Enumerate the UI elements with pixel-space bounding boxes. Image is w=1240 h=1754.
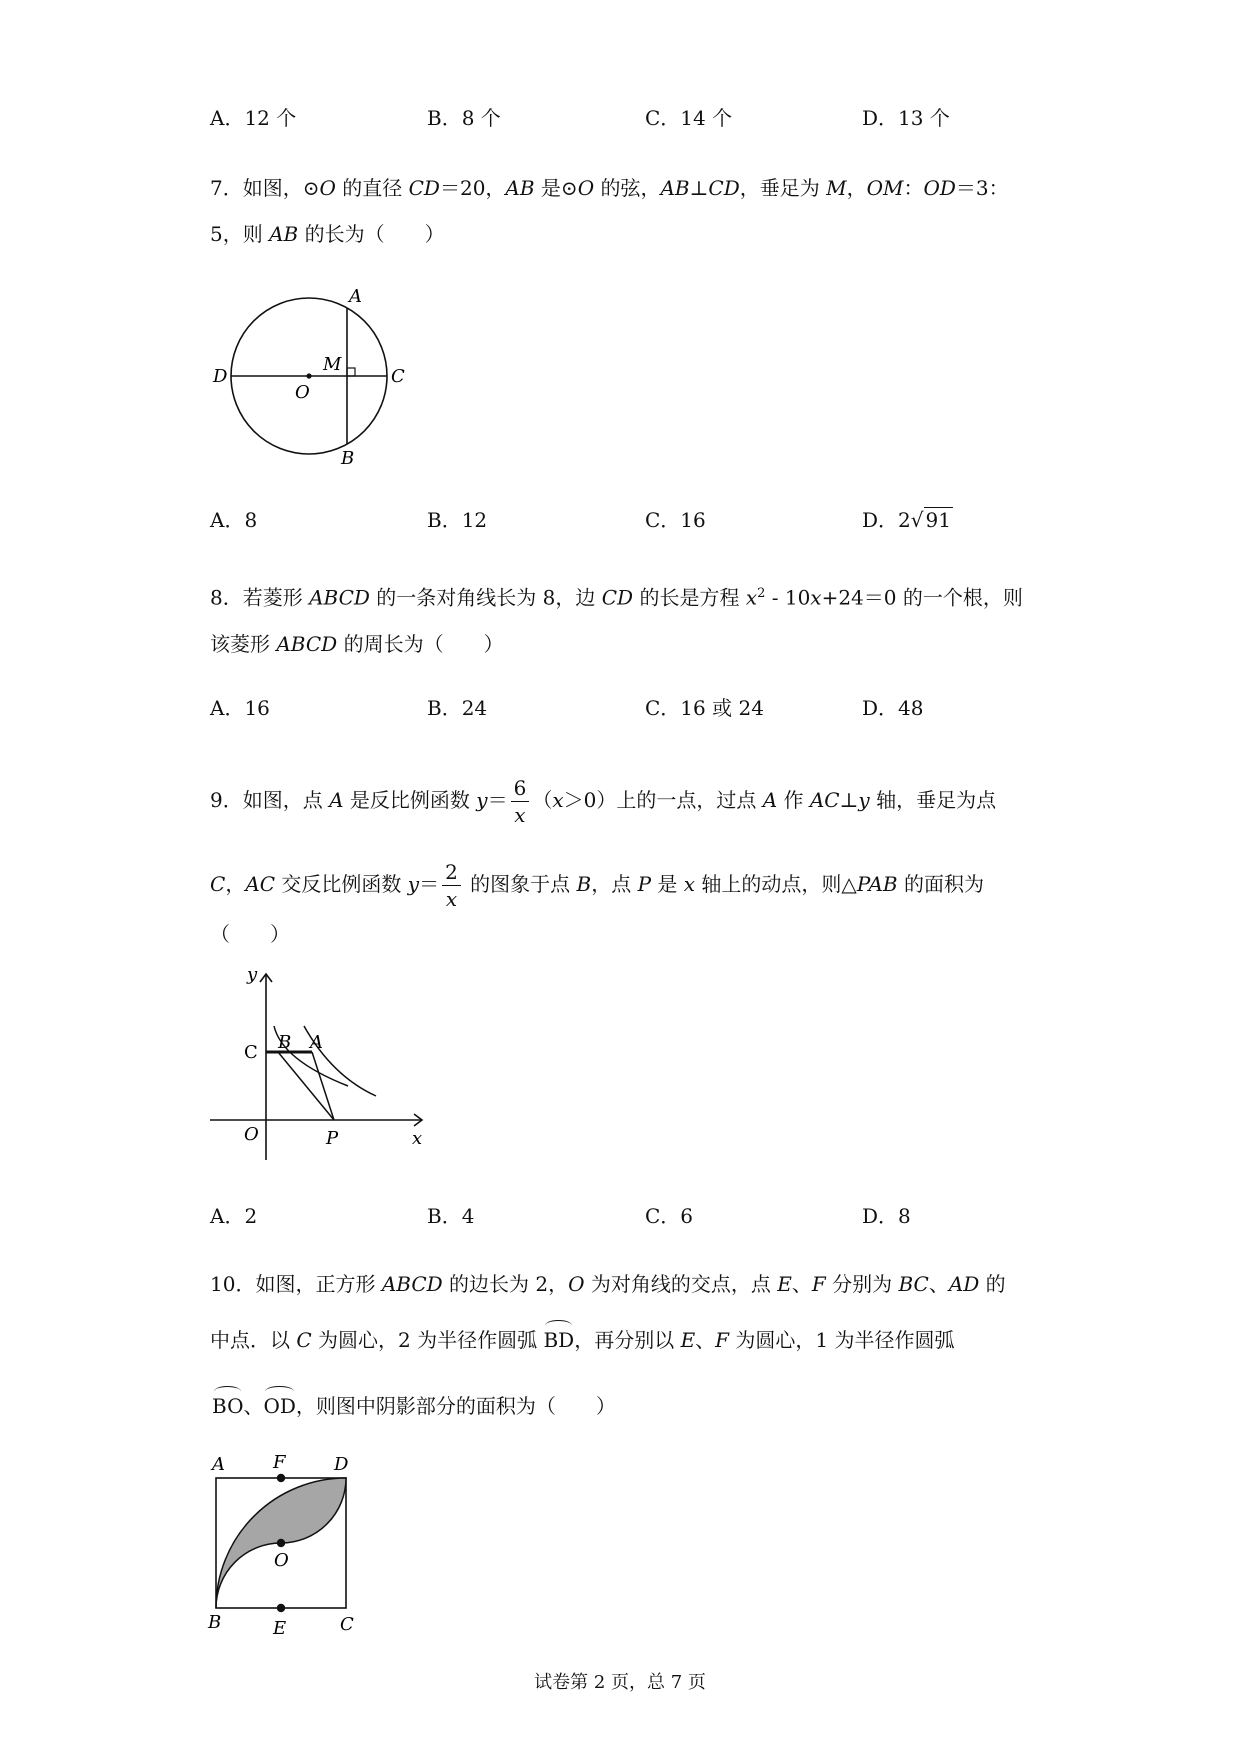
q10-arc-bd: BD [543,1328,575,1352]
q7-option-a: A．8 [210,508,258,532]
q7-label-a: A [349,286,362,307]
q9-label-y: y [247,968,258,985]
q9-option-d: D．8 [862,1204,911,1228]
q10-arc-od: OD [263,1394,296,1418]
q9-graph-figure [200,968,440,1168]
q9-fraction-6-over-x: $\frac{6}{x}$ [511,775,530,828]
q6-option-a: A．12 个 [210,106,297,130]
q8-option-d: D．48 [862,696,924,720]
q7-question-line1: 7．如图，⊙O 的直径 CD＝20，AB 是⊙O 的弦，AB⊥CD，垂足为 M，OM：OD＝3： [210,176,1009,200]
q10-question-line3: BO、OD，则图中阴影部分的面积为（ ） [212,1394,616,1418]
q9-label-p: P [326,1128,339,1149]
q10-question-line2: 中点．以 C 为圆心，2 为半径作圆弧 BD，再分别以 E、F 为圆心，1 为半径作圆弧 [210,1328,955,1352]
q7-label-m: M [323,354,342,375]
q9-label-b: B [278,1032,292,1053]
q7-option-c: C．16 [645,508,706,532]
q10-label-c: C [340,1614,354,1635]
q10-arc-bo: BO [212,1394,244,1418]
q7-label-c: C [391,366,405,387]
q9-option-c: C．6 [645,1204,694,1228]
q8-option-b: B．24 [427,696,488,720]
q10-label-b: B [208,1612,222,1633]
q9-label-x: x [412,1128,423,1149]
q10-label-d: D [334,1454,349,1475]
q9-question-line1: 9．如图，点 A 是反比例函数 y＝ $\frac{6}{x}$ （x＞0）上的一点，过点 A 作 AC⊥y 轴，垂足为点 [210,776,997,827]
q9-fraction-2-over-x: $\frac{2}{x}$ [442,859,461,912]
q6-option-d: D．13 个 [862,106,950,130]
q7-option-d: D．2√ 91 [862,508,951,532]
q10-label-o: O [274,1550,289,1571]
q8-option-c: C．16 或 24 [645,696,764,720]
q10-square-figure [200,1448,380,1648]
q10-question-line1: 10．如图，正方形 ABCD 的边长为 2，O 为对角线的交点，点 E、F 分别为 BC、AD 的 [210,1272,1006,1296]
q10-label-f: F [273,1452,286,1473]
q9-label-c: C [244,1042,258,1063]
q6-option-b: B．8 个 [427,106,501,130]
q8-option-a: A．16 [210,696,270,720]
q7-question-line2: 5，则 AB 的长为（ ） [210,222,445,246]
q8-question-line1: 8．若菱形 ABCD 的一条对角线长为 8，边 CD 的长是方程 $x^2 - 10x+24=0$ 的一个根，则 [210,585,1023,610]
q7-label-o: O [295,382,310,403]
q6-option-c: C．14 个 [645,106,733,130]
sqrt-symbol-icon: √ [910,508,924,532]
q10-label-a: A [212,1454,225,1475]
q9-option-a: A．2 [210,1204,258,1228]
q9-label-o: O [244,1124,259,1145]
q7-label-d: D [213,366,228,387]
q9-label-a: A [310,1032,323,1053]
q7-option-d-radicand: 91 [925,508,951,532]
q9-option-b: B．4 [427,1204,475,1228]
q10-label-e: E [273,1618,287,1639]
q7-circle-figure [205,282,425,472]
page-footer: 试卷第 2 页，总 7 页 [534,1672,706,1693]
q9-question-line3: （ ） [210,922,290,946]
q9-question-line2: C，AC 交反比例函数 y＝ $\frac{2}{x}$ 的图象于点 B，点 P 是 x 轴上的动点，则△PAB 的面积为 [210,860,984,911]
q7-label-b: B [341,448,355,469]
q7-option-b: B．12 [427,508,488,532]
q8-question-line2: 该菱形 ABCD 的周长为（ ） [210,632,504,656]
